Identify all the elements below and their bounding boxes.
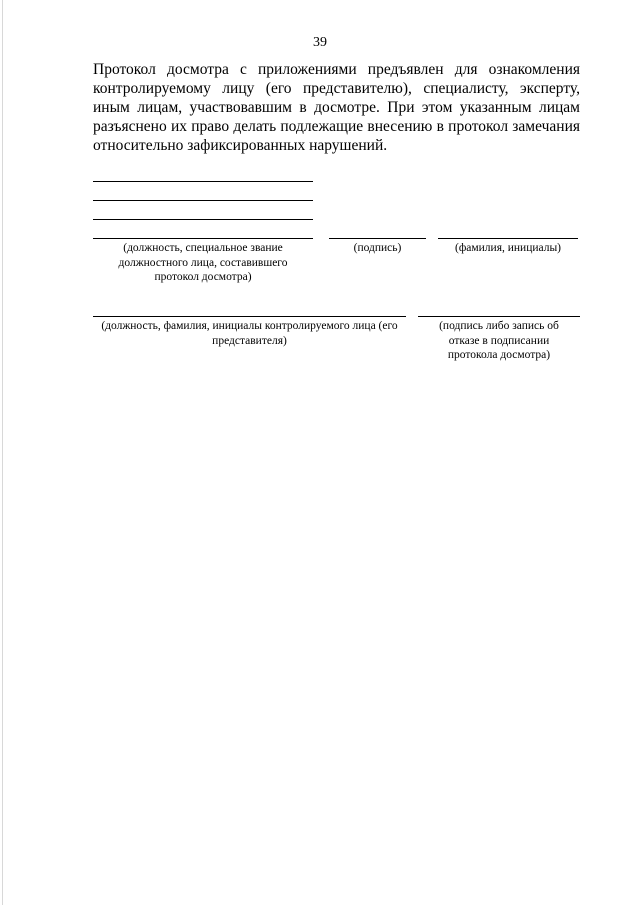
page-edge [2,0,3,905]
official-name-caption: (фамилия, инициалы) [454,242,562,254]
controlled-signature-line [418,316,580,317]
official-signature-line [329,238,426,239]
controlled-signature-caption: (подпись либо запись об отказе в подписании протокола досмотра) [439,320,559,361]
official-signature-caption: (подпись) [353,242,402,254]
official-name-line [438,238,578,239]
page-number: 39 [313,35,327,50]
controlled-person-line [93,316,406,317]
intro-text: Протокол досмотра с приложениями предъявлен для ознакомления контролируемому лицу (его представителю), специалисту, эксперту, иным лицам, участвовавшим в досмотре. При этом указанным лицам разъяснено их право делать подлежащие внесению в протокол замечания относительно зафиксированных нарушений. [93,61,580,154]
official-position-caption: (должность, специальное звание должностного лица, составившего протокол досмотра) [118,242,288,283]
official-blank-line-3 [93,219,313,220]
official-blank-line-1 [93,181,313,182]
controlled-person-caption: (должность, фамилия, инициалы контролируемого лица (его представителя) [101,320,398,347]
official-blank-line-2 [93,200,313,201]
intro-paragraph [93,60,580,155]
official-position-line [93,238,313,239]
